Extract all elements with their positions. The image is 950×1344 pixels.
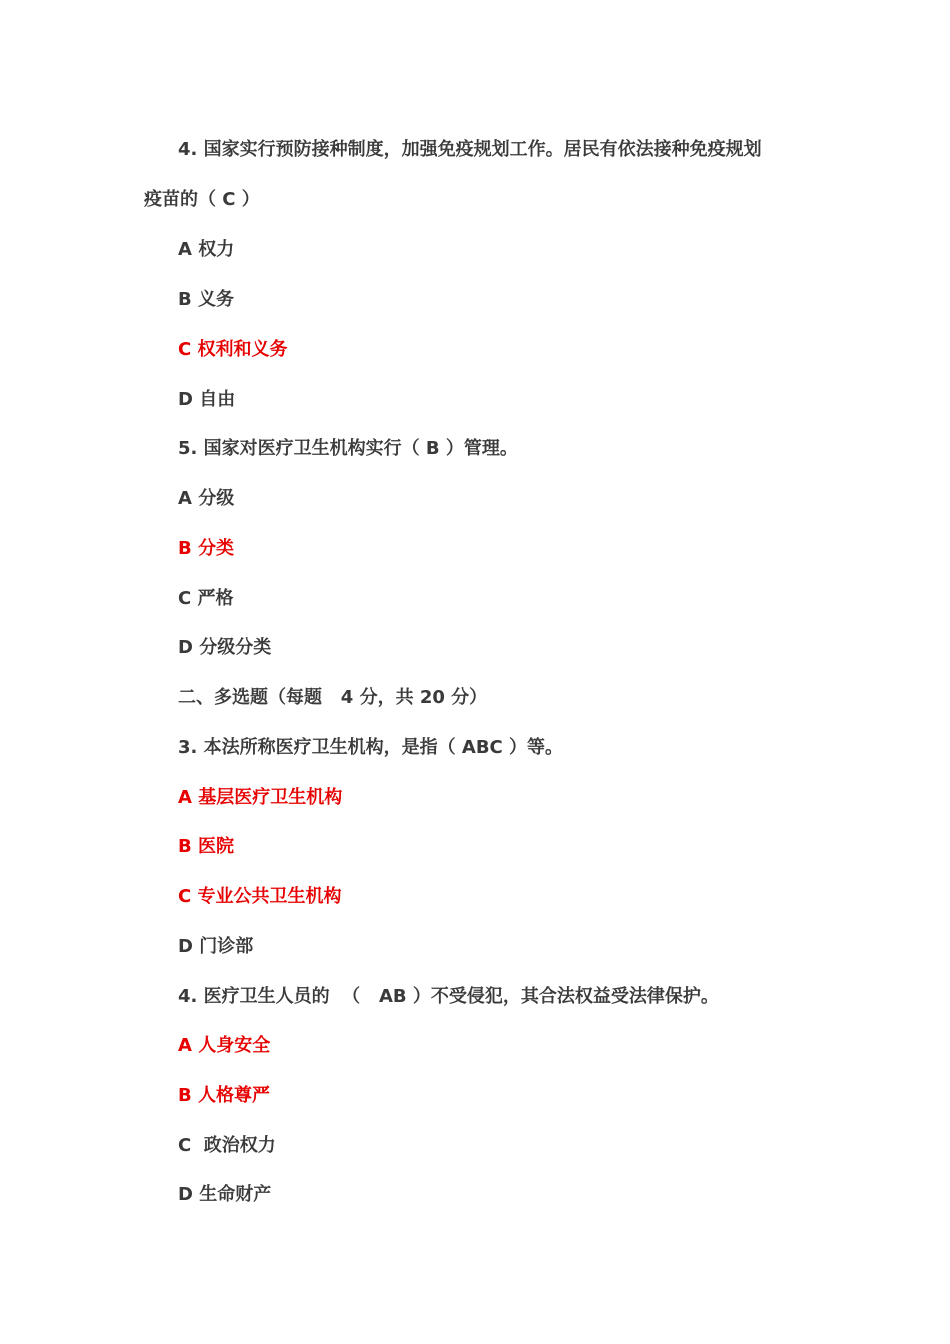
mq3-option-c-answer: C 专业公共卫生机构 <box>178 886 342 907</box>
q5-option-c: C 严格 <box>178 588 234 609</box>
q4-option-a: A 权力 <box>178 239 235 260</box>
q4-stem-line1: 4. 国家实行预防接种制度，加强免疫规划工作。居民有依法接种免疫规划 <box>178 139 762 160</box>
mq3-option-a-answer: A 基层医疗卫生机构 <box>178 787 343 808</box>
mq4-option-d: D 生命财产 <box>178 1184 272 1205</box>
mq4-option-b-answer: B 人格尊严 <box>178 1085 270 1106</box>
mq4-option-c: C 政治权力 <box>178 1135 276 1156</box>
mq3-option-b-answer: B 医院 <box>178 836 234 857</box>
q4-option-c-answer: C 权利和义务 <box>178 339 288 360</box>
mq3-stem: 3. 本法所称医疗卫生机构，是指（ ABC ）等。 <box>178 737 564 758</box>
mq4-option-a-answer: A 人身安全 <box>178 1035 271 1056</box>
q5-stem: 5. 国家对医疗卫生机构实行（ B ）管理。 <box>178 438 518 459</box>
q5-option-a: A 分级 <box>178 488 235 509</box>
mq4-stem: 4. 医疗卫生人员的 （ AB ）不受侵犯，其合法权益受法律保护。 <box>178 986 719 1007</box>
q4-option-d: D 自由 <box>178 389 236 410</box>
q4-option-b: B 义务 <box>178 289 234 310</box>
section-heading-multiple-choice: 二、多选题（每题 4 分，共 20 分） <box>178 687 488 708</box>
q4-stem-line2: 疫苗的（ C ） <box>144 189 260 210</box>
mq3-option-d: D 门诊部 <box>178 936 254 957</box>
q5-option-d: D 分级分类 <box>178 637 272 658</box>
q5-option-b-answer: B 分类 <box>178 538 234 559</box>
